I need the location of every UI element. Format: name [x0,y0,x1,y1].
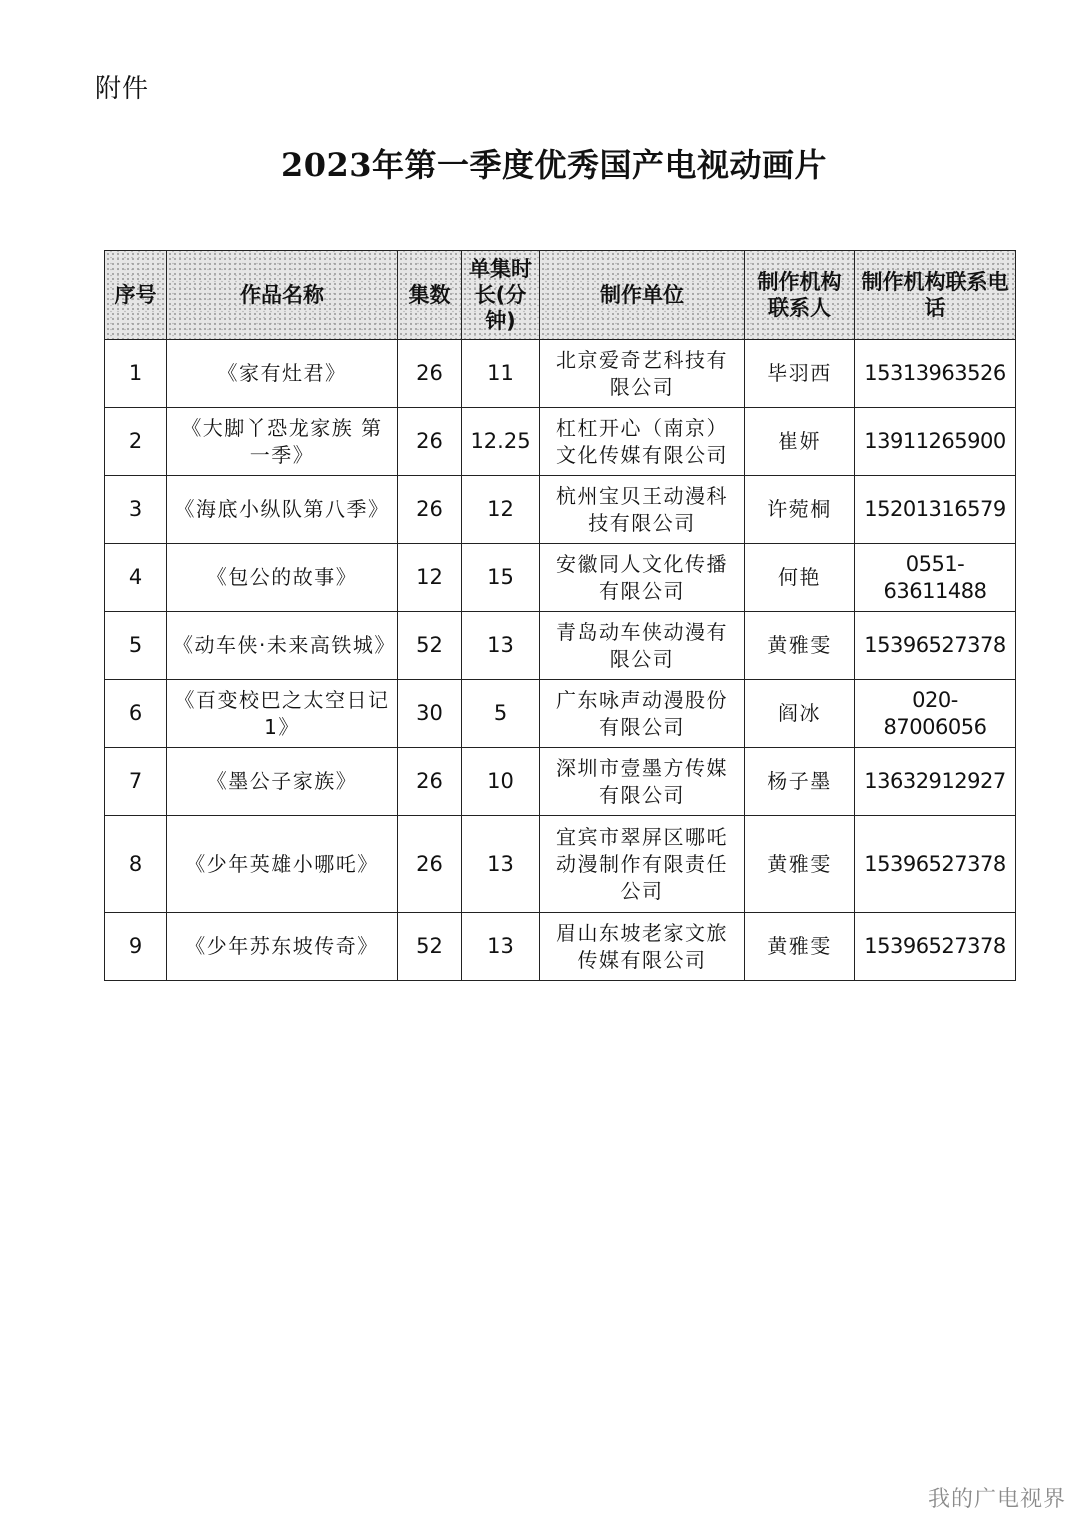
cell-seq: 1 [105,340,167,408]
cell-phone: 15396527378 [855,816,1016,913]
cell-seq: 6 [105,680,167,748]
cell-name: 《家有灶君》 [167,340,398,408]
table-row [105,408,1016,476]
cell-duration: 15 [462,544,540,612]
cell-producer: 北京爱奇艺科技有限公司 [540,340,745,408]
cell-episodes: 52 [398,913,462,981]
cell-name: 《少年英雄小哪吒》 [167,816,398,913]
document-title: 2023年第一季度优秀国产电视动画片 [280,146,828,184]
cell-name: 《动车侠·未来高铁城》 [167,612,398,680]
cell-contact: 毕羽西 [745,340,855,408]
cell-contact: 何艳 [745,544,855,612]
cell-name: 《百变校巴之太空日记1》 [167,680,398,748]
cell-phone: 15313963526 [855,340,1016,408]
animation-list-table [104,250,1016,981]
cell-duration: 13 [462,816,540,913]
cell-producer: 眉山东坡老家文旅传媒有限公司 [540,913,745,981]
attachment-label: 附件 [95,74,150,104]
cell-duration: 13 [462,913,540,981]
cell-episodes: 26 [398,340,462,408]
cell-phone: 15201316579 [855,476,1016,544]
cell-phone: 15396527378 [855,913,1016,981]
header-contact: 制作机构联系人 [745,251,855,340]
cell-seq: 9 [105,913,167,981]
cell-episodes: 26 [398,816,462,913]
cell-name: 《大脚丫恐龙家族 第一季》 [167,408,398,476]
cell-seq: 7 [105,748,167,816]
cell-phone: 15396527378 [855,612,1016,680]
cell-contact: 黄雅雯 [745,612,855,680]
cell-contact: 许菀桐 [745,476,855,544]
cell-phone: 13632912927 [855,748,1016,816]
cell-duration: 11 [462,340,540,408]
cell-producer: 青岛动车侠动漫有限公司 [540,612,745,680]
table-header-row [105,251,1016,340]
table-row [105,476,1016,544]
cell-phone: 0551-63611488 [855,544,1016,612]
watermark-text: 我的广电视界 [927,1487,1066,1512]
cell-contact: 阎冰 [745,680,855,748]
table-row [105,612,1016,680]
cell-seq: 2 [105,408,167,476]
cell-duration: 5 [462,680,540,748]
cell-producer: 杠杠开心（南京）文化传媒有限公司 [540,408,745,476]
cell-contact: 杨子墨 [745,748,855,816]
header-phone: 制作机构联系电话 [855,251,1016,340]
cell-seq: 8 [105,816,167,913]
table-row [105,340,1016,408]
table-row [105,748,1016,816]
cell-phone: 13911265900 [855,408,1016,476]
cell-name: 《墨公子家族》 [167,748,398,816]
cell-name: 《少年苏东坡传奇》 [167,913,398,981]
cell-contact: 崔妍 [745,408,855,476]
cell-seq: 4 [105,544,167,612]
table-row [105,913,1016,981]
cell-contact: 黄雅雯 [745,913,855,981]
cell-episodes: 12 [398,544,462,612]
cell-producer: 深圳市壹墨方传媒有限公司 [540,748,745,816]
table-row [105,544,1016,612]
cell-episodes: 26 [398,408,462,476]
cell-episodes: 30 [398,680,462,748]
header-name: 作品名称 [167,251,398,340]
cell-producer: 安徽同人文化传播有限公司 [540,544,745,612]
cell-duration: 13 [462,612,540,680]
header-seq: 序号 [105,251,167,340]
cell-name: 《海底小纵队第八季》 [167,476,398,544]
cell-seq: 5 [105,612,167,680]
cell-duration: 12 [462,476,540,544]
cell-duration: 12.25 [462,408,540,476]
cell-producer: 宜宾市翠屏区哪吒动漫制作有限责任公司 [540,816,745,913]
header-episodes: 集数 [398,251,462,340]
header-producer: 制作单位 [540,251,745,340]
cell-episodes: 26 [398,748,462,816]
cell-phone: 020-87006056 [855,680,1016,748]
cell-episodes: 26 [398,476,462,544]
cell-episodes: 52 [398,612,462,680]
cell-producer: 杭州宝贝王动漫科技有限公司 [540,476,745,544]
cell-seq: 3 [105,476,167,544]
table-row [105,680,1016,748]
cell-contact: 黄雅雯 [745,816,855,913]
cell-duration: 10 [462,748,540,816]
cell-producer: 广东咏声动漫股份有限公司 [540,680,745,748]
cell-name: 《包公的故事》 [167,544,398,612]
header-duration: 单集时长(分钟) [462,251,540,340]
table-row [105,816,1016,913]
